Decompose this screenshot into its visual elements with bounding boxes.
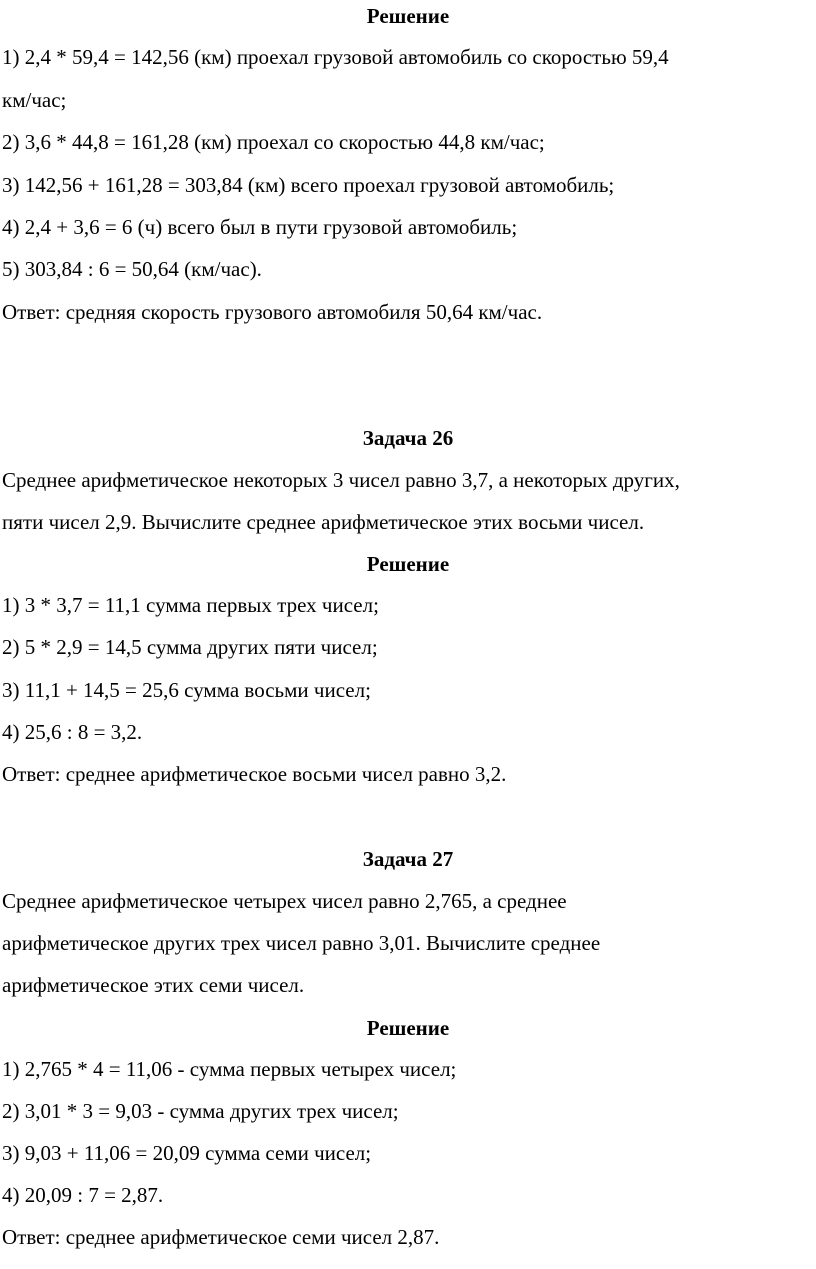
solution-step: 4) 2,4 + 3,6 = 6 (ч) всего был в пути грузовой автомобиль;: [2, 215, 518, 239]
task-27-statement-line: арифметическое этих семи чисел.: [2, 973, 305, 997]
task-27-title: Задача 27: [362, 847, 454, 871]
solution-step: 3) 9,03 + 11,06 = 20,09 сумма семи чисел;: [2, 1141, 372, 1165]
task-26-statement-line: пяти чисел 2,9. Вычислите среднее арифметическое этих восьми чисел.: [2, 510, 645, 534]
solution-step: 4) 25,6 : 8 = 3,2.: [2, 720, 143, 744]
solution-step-continuation: км/час;: [2, 88, 67, 112]
solution-step: 3) 11,1 + 14,5 = 25,6 сумма восьми чисел;: [2, 678, 371, 702]
answer-line: Ответ: среднее арифметическое восьми чисел равно 3,2.: [2, 762, 507, 786]
solution-heading: Решение: [366, 1016, 450, 1040]
solution-step: 2) 3,6 * 44,8 = 161,28 (км) проехал со скоростью 44,8 км/час;: [2, 130, 545, 154]
solution-step: 1) 3 * 3,7 = 11,1 сумма первых трех чисел;: [2, 593, 379, 617]
answer-line: Ответ: среднее арифметическое семи чисел 2,87.: [2, 1225, 440, 1249]
solution-step: 5) 303,84 : 6 = 50,64 (км/час).: [2, 257, 262, 281]
solution-step: 2) 3,01 * 3 = 9,03 - сумма других трех чисел;: [2, 1099, 399, 1123]
solution-heading: Решение: [366, 4, 450, 28]
answer-line: Ответ: средняя скорость грузового автомобиля 50,64 км/час.: [2, 300, 543, 324]
solution-step: 1) 2,765 * 4 = 11,06 - сумма первых четырех чисел;: [2, 1057, 457, 1081]
task-27-statement-line: Среднее арифметическое четырех чисел равно 2,765, а среднее: [2, 889, 567, 913]
solution-step: 3) 142,56 + 161,28 = 303,84 (км) всего проехал грузовой автомобиль;: [2, 173, 615, 197]
solution-heading: Решение: [366, 552, 450, 576]
solution-step: 4) 20,09 : 7 = 2,87.: [2, 1183, 164, 1207]
task-26-statement-line: Среднее арифметическое некоторых 3 чисел равно 3,7, а некоторых других,: [2, 468, 680, 492]
solution-step: 1) 2,4 * 59,4 = 142,56 (км) проехал грузовой автомобиль со скоростью 59,4: [2, 45, 669, 69]
solution-step: 2) 5 * 2,9 = 14,5 сумма других пяти чисел;: [2, 635, 378, 659]
task-26-title: Задача 26: [362, 426, 454, 450]
task-27-statement-line: арифметическое других трех чисел равно 3,01. Вычислите среднее: [2, 931, 601, 955]
